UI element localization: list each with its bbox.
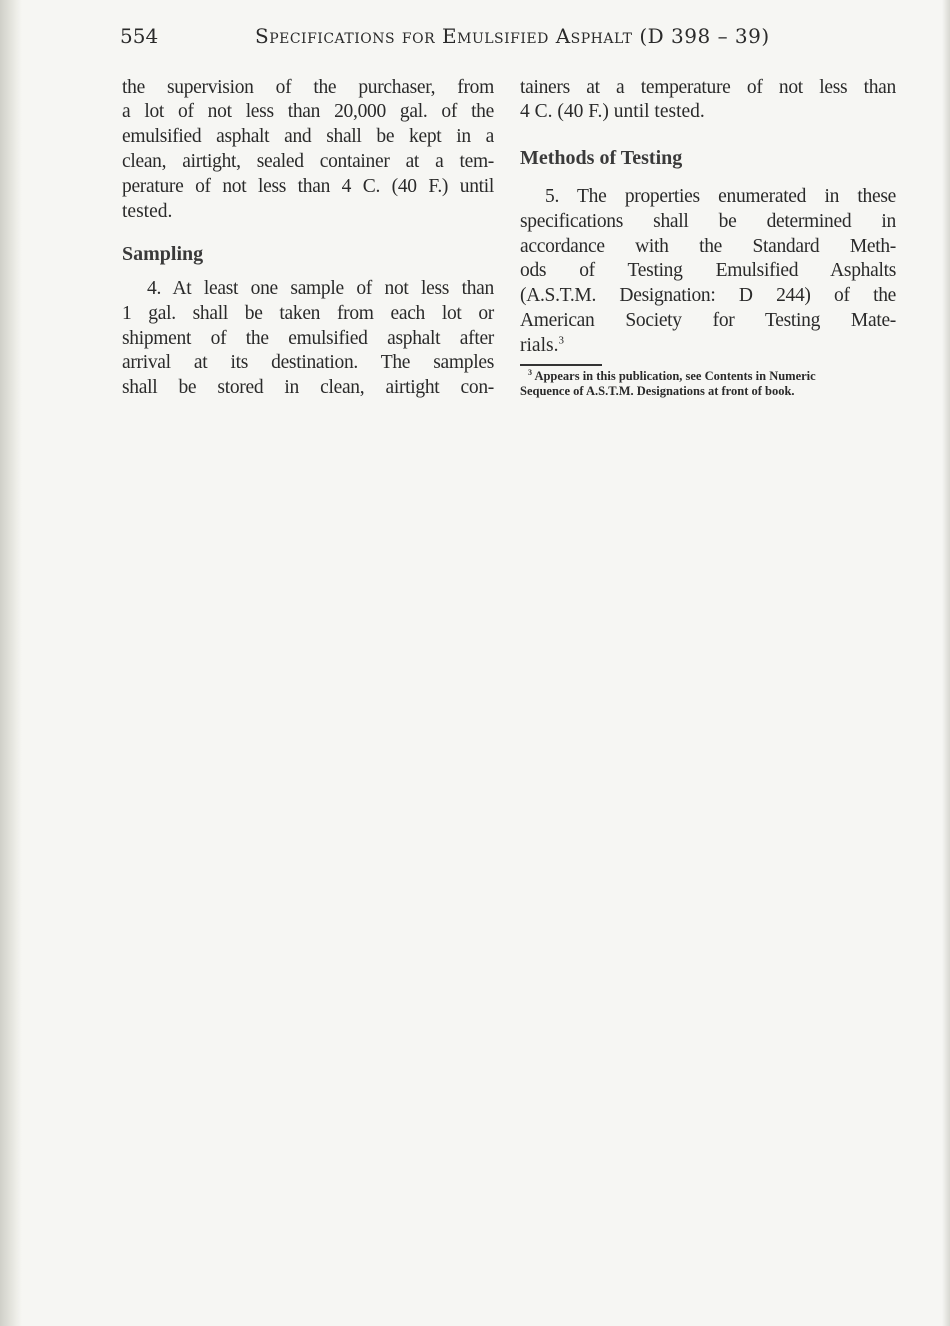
text-line: shipment of the emulsified asphalt after [122,328,494,349]
footnote-reference: 3 [558,334,564,347]
text-line: the supervision of the purchaser, from [122,77,494,98]
text-line: 4. At least one sample of not less than [147,278,494,299]
section-heading-methods: Methods of Testing [520,147,683,169]
scan-left-edge [0,0,22,1326]
footnote-rule [520,364,602,366]
text-line: a lot of not less than 20,000 gal. of the [122,101,494,122]
text-line: ods of Testing Emulsified Asphalts [520,260,896,281]
scan-right-edge [942,0,950,1326]
text-line: tested. [122,201,173,222]
text-line: perature of not less than 4 C. (40 F.) until [122,176,494,197]
text-line: shall be stored in clean, airtight con- [122,377,494,398]
page-number: 554 [120,24,159,48]
footnote-line [520,367,896,383]
section-heading-sampling: Sampling [122,243,204,265]
text-line: arrival at its destination. The samples [122,352,494,373]
text-line: emulsified asphalt and shall be kept in a [122,126,494,147]
text-line-end: rials. [520,335,559,356]
running-title: Specifications for Emulsified Asphalt (D 398 – 39) [255,24,770,48]
text-line [520,334,896,358]
text-line: accordance with the Standard Meth- [520,236,896,257]
footnote-marker: 3 [528,367,532,377]
text-line: 5. The properties enumerated in these [545,186,896,207]
footnote-line: Sequence of A.S.T.M. Designations at front of book. [520,384,795,398]
text-line: American Society for Testing Mate- [520,310,896,331]
text-line: 1 gal. shall be taken from each lot or [122,303,494,324]
footnote-text: Appears in this publication, see Contents in Numeric [534,369,816,383]
text-line: clean, airtight, sealed container at a tem- [122,151,494,172]
text-line: specifications shall be determined in [520,211,896,232]
text-line: 4 C. (40 F.) until tested. [520,101,705,122]
text-line: (A.S.T.M. Designation: D 244) of the [520,285,896,306]
text-line: tainers at a temperature of not less than [520,77,896,98]
